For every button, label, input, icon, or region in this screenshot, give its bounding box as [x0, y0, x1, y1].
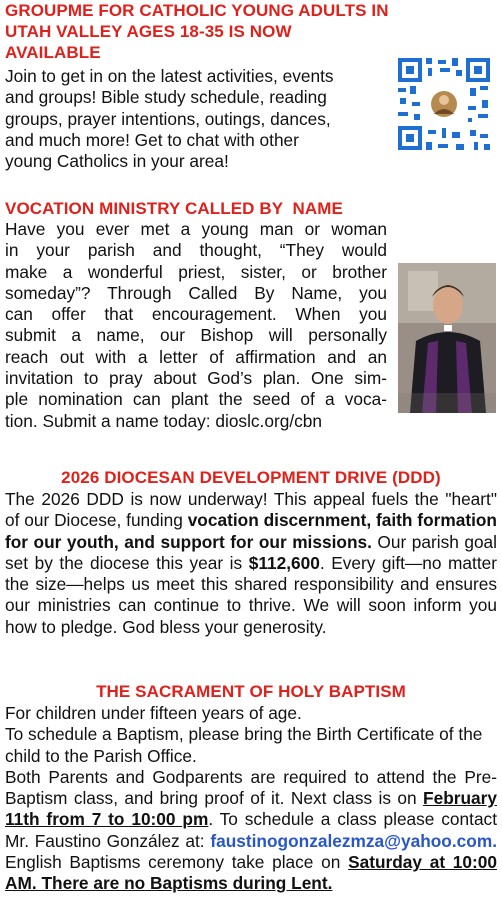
- baptism-ceremony-time: Saturday at 10:00 AM. There are no Baptisms during Lent.: [5, 852, 497, 894]
- baptism-section: [5, 681, 497, 895]
- baptism-class-date: February 11th from 7 to 10:00 pm: [5, 788, 497, 830]
- ddd-focus-areas: vocation discernment, faith formation for our youth, and support for our missions.: [5, 510, 497, 552]
- ddd-section: [5, 467, 497, 638]
- priest-photo: [398, 263, 496, 413]
- vocation-title: VOCATION MINISTRY CALLED BY NAME: [5, 199, 343, 218]
- qr-code-icon[interactable]: [396, 56, 492, 152]
- ddd-title: 2026 DIOCESAN DEVELOPMENT DRIVE (DDD): [61, 468, 441, 487]
- baptism-body: For children under fifteen years of age. To schedule a Baptism, please bring the Birth Certificate of the child to the Parish Office. Both Parents and Godparents are required to attend the Pre-Baptism class, and bring proof of it. Next class is on February 11th from 7 to 10:00 pm. To schedule a class please contact Mr. Faustino González at: faustinogonzalezmza@yahoo.com. English Baptisms ceremony take place on Saturday at 10:00 AM. There are no Baptisms during Lent.: [5, 703, 497, 894]
- groupme-body: Join to get in on the latest activities, events and groups! Bible study schedule, reading groups, prayer intentions, outings, dances, and much more! Get to chat with other young Catholics in your area!: [5, 66, 334, 172]
- contact-email-link[interactable]: faustinogonzalezmza@yahoo.com.: [210, 830, 497, 851]
- ddd-body: The 2026 DDD is now underway! This appeal fuels the "heart" of our Diocese, funding vocation discernment, faith formation for our youth, and support for our missions. Our parish goal set by the diocese this year is $112,600. Every gift—no matter the size—helps us meet this shared responsibility and ensures our ministries can continue to thrive. We will soon inform you how to pledge. God bless your generosity.: [5, 489, 498, 637]
- ddd-goal-amount: $112,600: [248, 552, 320, 573]
- groupme-title: GROUPME FOR CATHOLIC YOUNG ADULTS IN UTAH VALLEY AGES 18-35 IS NOW AVAILABLE: [5, 1, 389, 62]
- vocation-body: Have you ever met a young man or woman in your parish and thought, “They would make a wonderful priest, sister, or brother someday”? Through Called By Name, you can offer that encouragement. When you submit a name, our Bishop will personally reach out with a letter of affirmation and an invitation to pray about God’s plan. One sim- ple nomination can plant the seed of a voca- tion. Submit a name today: dioslc.org/cbn: [5, 219, 387, 431]
- baptism-title: THE SACRAMENT OF HOLY BAPTISM: [96, 682, 406, 701]
